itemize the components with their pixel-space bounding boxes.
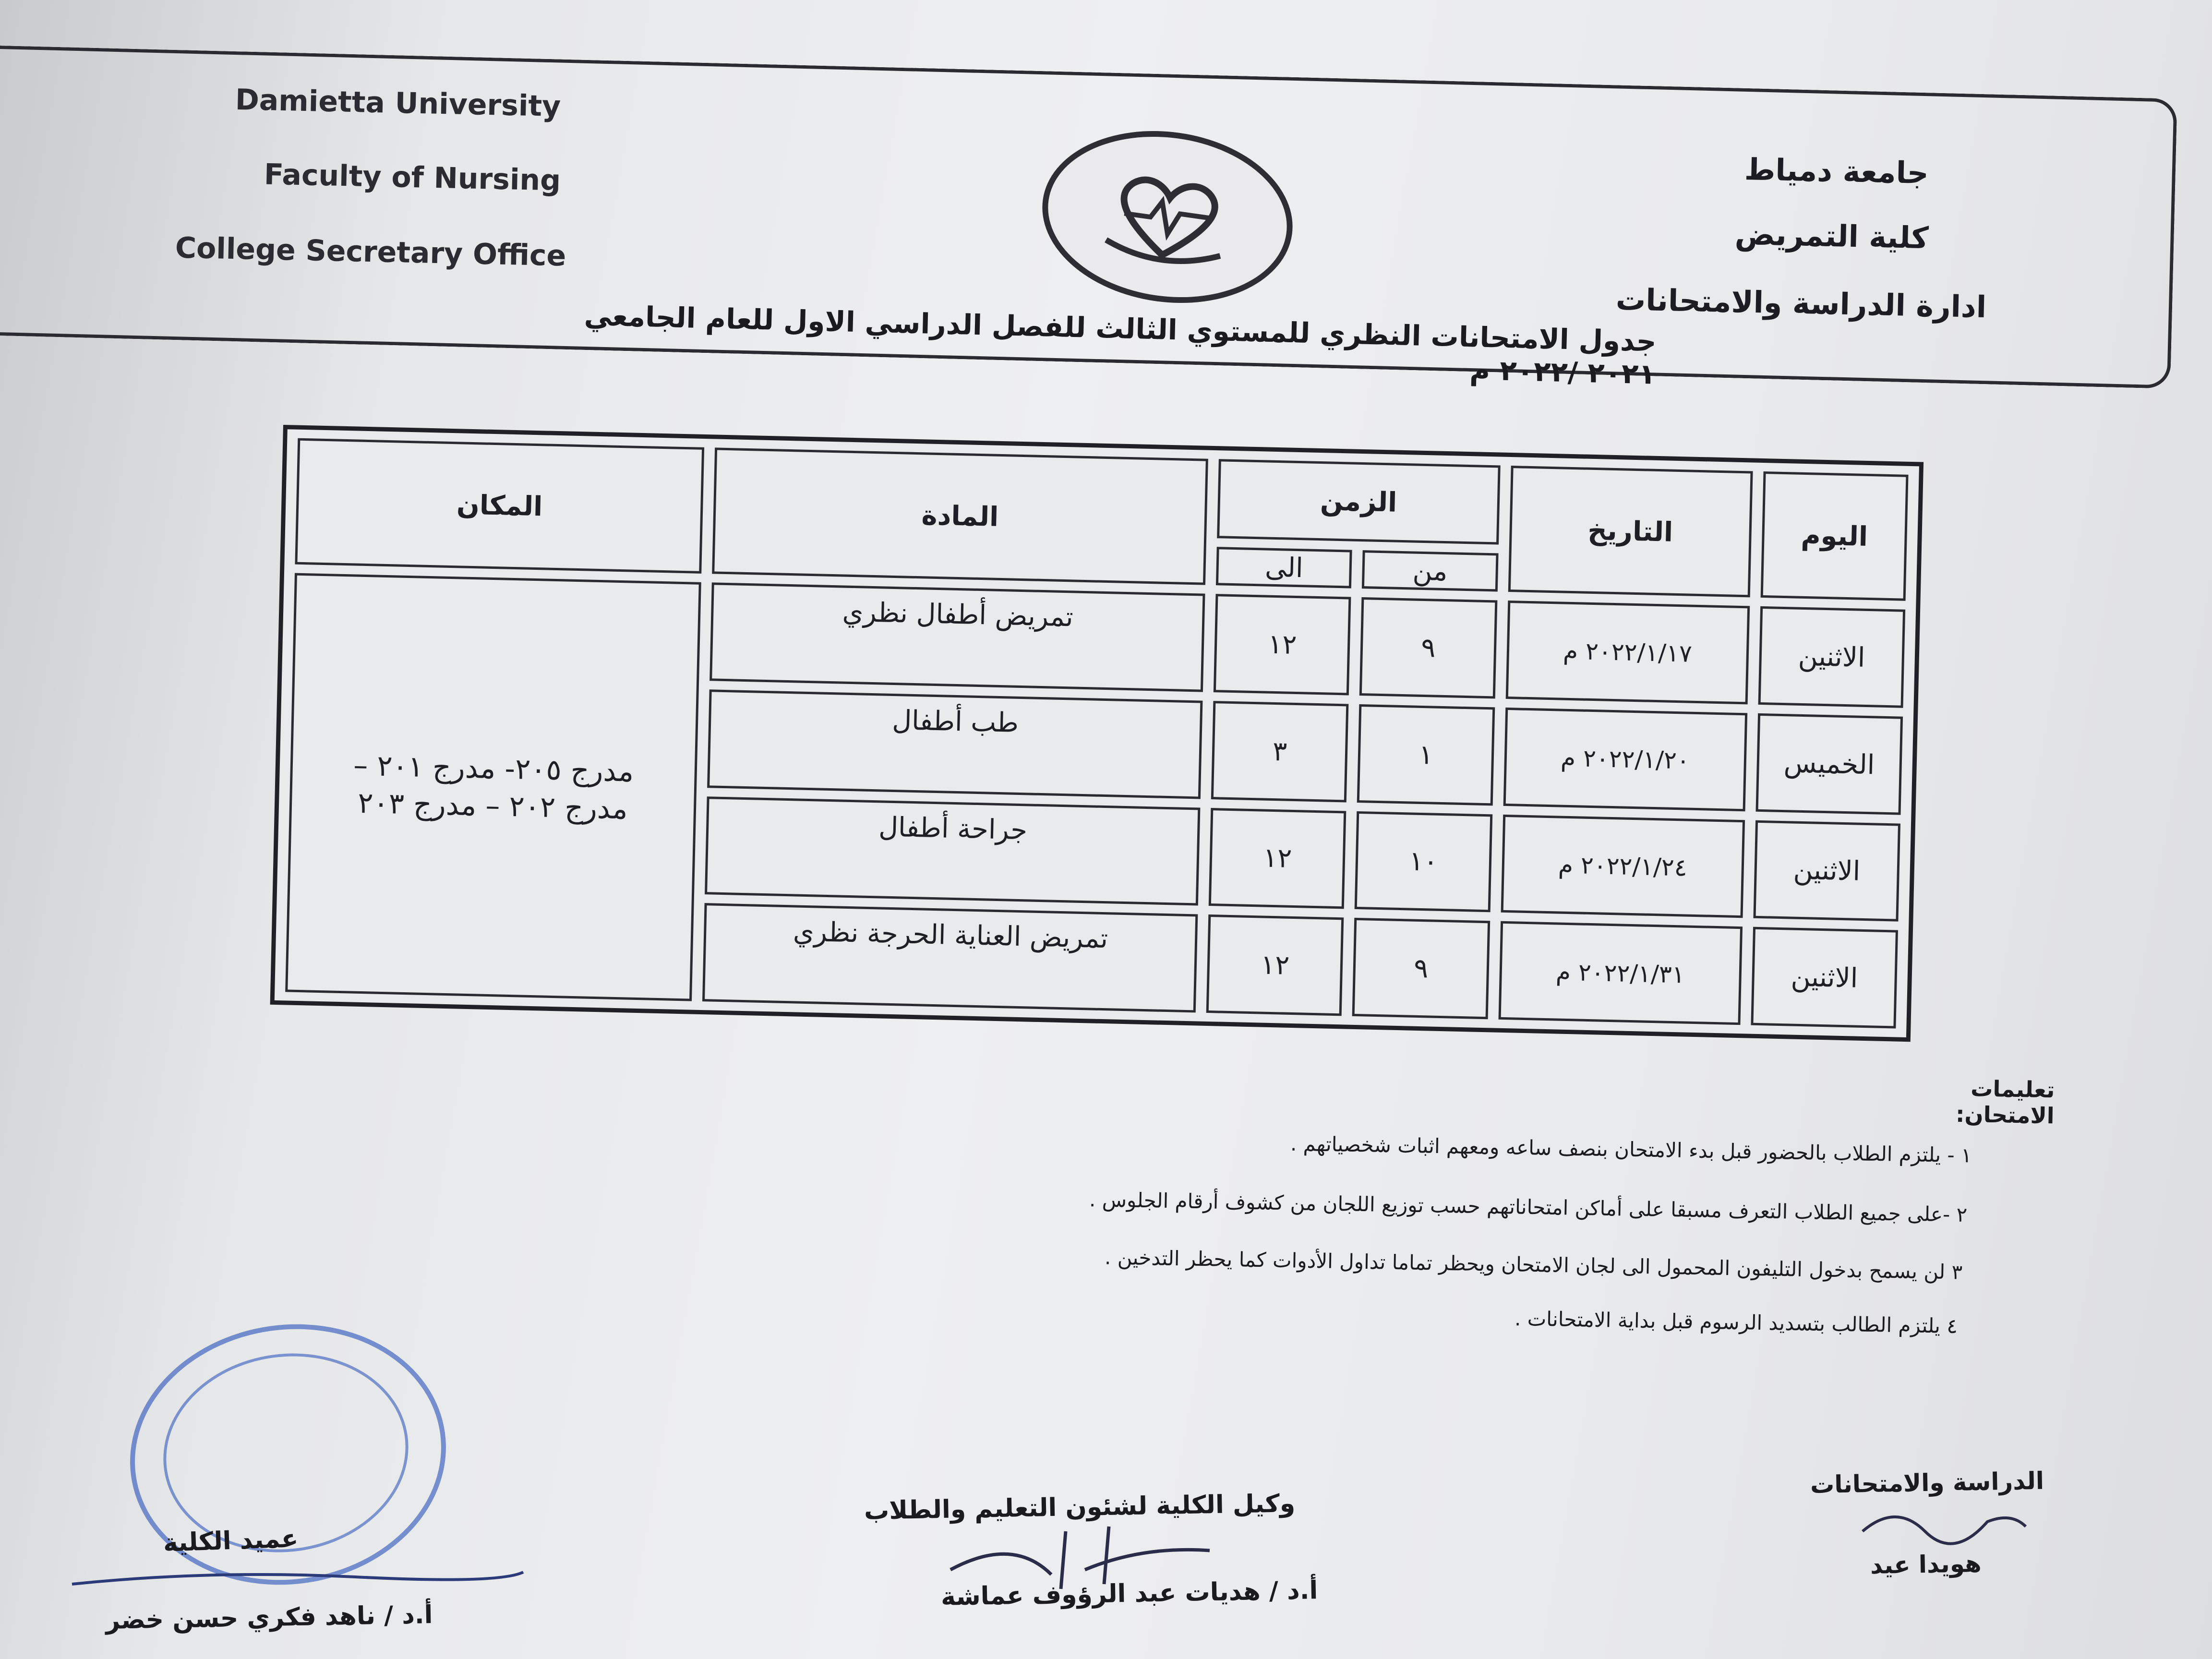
instructions-heading: تعليمات الامتحان: (1955, 1075, 2055, 1129)
cell-to: ١٢ (1214, 594, 1351, 695)
cell-from: ١ (1357, 704, 1495, 805)
cell-place (285, 573, 701, 1001)
dean-title: عميد الكلية (163, 1524, 299, 1558)
header-date: التاريخ (1508, 466, 1753, 597)
office-title: الدراسة والامتحانات (1810, 1467, 2044, 1499)
cell-subject: تمريض أطفال نظري (709, 582, 1205, 692)
office-name: هويدا عيد (1870, 1549, 1982, 1580)
vice-dean-title: وكيل الكلية لشئون التعليم والطلاب (864, 1489, 1296, 1526)
header-to: الى (1216, 547, 1352, 588)
vice-dean-name: أ.د / هديات عبد الرؤوف عماشة (940, 1576, 1318, 1611)
cell-date: ٢٠٢٢/١/١٧ م (1505, 601, 1750, 704)
header-en-office: College Secretary Office (175, 231, 566, 273)
dean-signature (67, 1551, 528, 1608)
cell-day: الاثنين (1753, 820, 1900, 922)
place-line-2: مدرج ٢٠٢ – مدرج ٢٠٣ (357, 786, 628, 826)
cell-day: الاثنين (1758, 606, 1905, 708)
place-line-1: مدرج ٢٠٥- مدرج ٢٠١ – (353, 748, 635, 789)
cell-day: الاثنين (1751, 927, 1898, 1029)
header-time: الزمن (1217, 459, 1500, 544)
page-title: جدول الامتحانات النظري للمستوي الثالث للفصل الدراسي الاول للعام الجامعي ٢٠٢١ /٢٠٢٢ م (584, 299, 1657, 391)
header-en-faculty: Faculty of Nursing (264, 157, 561, 198)
header-from: من (1362, 550, 1498, 591)
header-ar-office: ادارة الدراسة والامتحانات (1615, 281, 1987, 325)
header-en-university: Damietta University (235, 83, 561, 124)
cell-from: ١٠ (1355, 811, 1492, 912)
instruction-item: ٣ لن يسمح بدخول التليفون المحمول الى لجان الامتحان ويحظر تماما تداول الأدوات كما يحظر التدخين . (1104, 1245, 1963, 1284)
dean-name: أ.د / ناهد فكري حسن خضر (105, 1600, 433, 1635)
cell-subject: طب أطفال (707, 689, 1203, 799)
heart-logo-icon (1058, 139, 1276, 295)
header-subject: المادة (712, 447, 1208, 585)
cell-date: ٢٠٢٢/١/٢٤ م (1501, 814, 1745, 918)
cell-subject: تمريض العناية الحرجة نظري (702, 903, 1198, 1012)
cell-to: ١٢ (1206, 914, 1344, 1016)
cell-date: ٢٠٢٢/١/٢٠ م (1503, 708, 1747, 811)
instruction-item: ١ - يلتزم الطلاب بالحضور قبل بدء الامتحان بنصف ساعه ومعهم اثبات شخصياتهم . (1290, 1131, 1972, 1167)
header-place: المكان (295, 438, 704, 574)
office-signature (1853, 1498, 2035, 1551)
cell-from: ٩ (1359, 597, 1497, 698)
cell-to: ١٢ (1209, 808, 1346, 909)
header-ar-university: جامعة دمياط (1744, 151, 1929, 191)
instruction-item: ٢ -على جميع الطلاب التعرف مسبقا على أماكن امتحاناتهم حسب توزيع اللجان من كشوف أرقام الجلوس . (1089, 1188, 1968, 1226)
cell-day: الخميس (1755, 713, 1903, 815)
cell-to: ٣ (1211, 701, 1349, 802)
cell-subject: جراحة أطفال (705, 796, 1201, 906)
instruction-item: ٤ يلتزم الطالب بتسديد الرسوم قبل بداية الامتحانات . (1514, 1306, 1958, 1338)
cell-date: ٢٠٢٢/١/٣١ م (1498, 921, 1743, 1025)
cell-from: ٩ (1352, 918, 1490, 1019)
header-ar-faculty: كلية التمريض (1734, 216, 1929, 256)
header-day: اليوم (1760, 471, 1908, 601)
exam-schedule-table (270, 425, 1924, 1042)
